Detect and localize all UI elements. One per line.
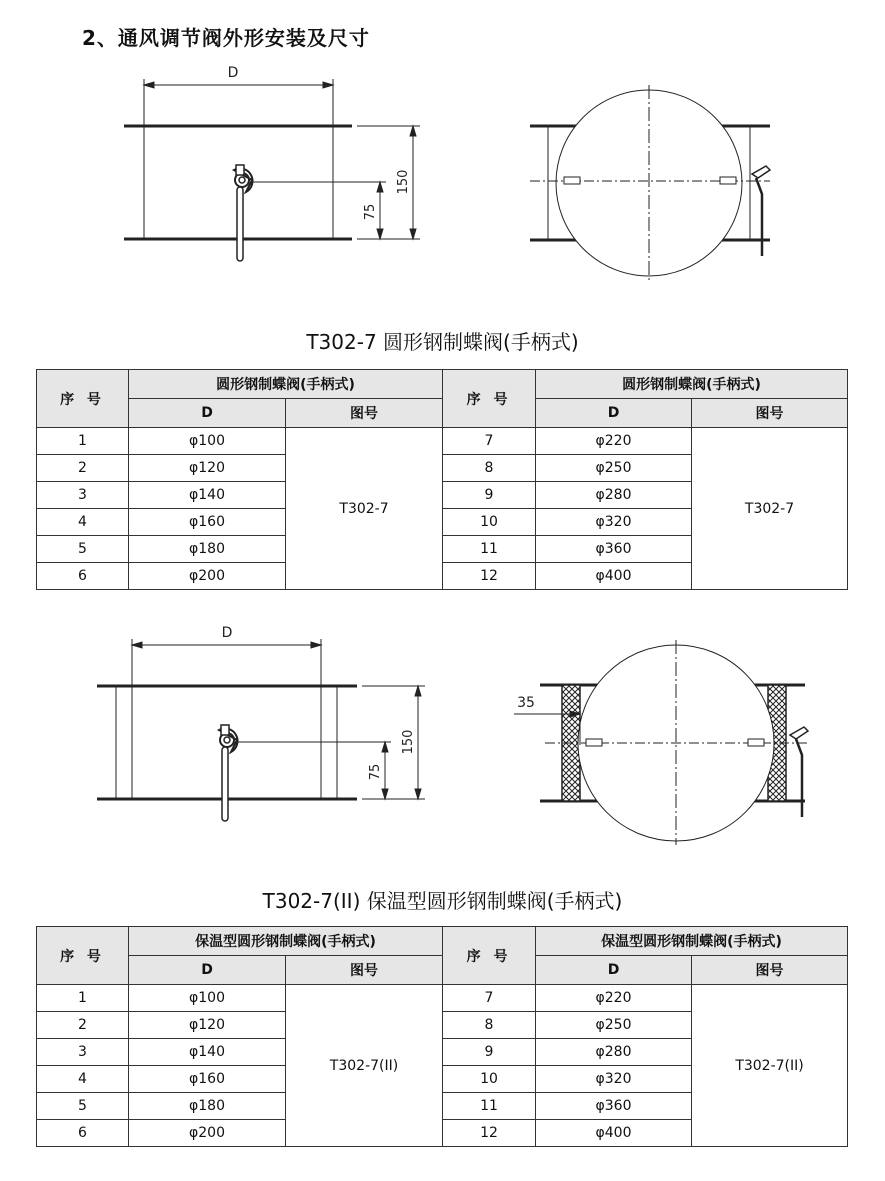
- col-d-header: D: [129, 956, 286, 985]
- row-d: φ320: [536, 509, 692, 536]
- col-fig-header: 图号: [286, 399, 443, 428]
- dim-35-label: 35: [517, 695, 535, 711]
- row-d: φ140: [129, 1039, 286, 1066]
- dim-150-label: 150: [401, 729, 416, 755]
- row-d: φ100: [129, 985, 286, 1012]
- dim-d-label: D: [221, 625, 233, 641]
- row-no: 10: [443, 509, 536, 536]
- group-header: 圆形钢制蝶阀(手柄式): [536, 370, 848, 399]
- row-d: φ120: [129, 455, 286, 482]
- group-header: 保温型圆形钢制蝶阀(手柄式): [536, 927, 848, 956]
- row-no: 4: [37, 509, 129, 536]
- row-no: 9: [443, 482, 536, 509]
- row-no: 6: [37, 1120, 129, 1147]
- damper-side-view-drawing: [110, 55, 440, 270]
- fig-no-cell: T302-7: [692, 428, 848, 590]
- dim-d-label: D: [227, 65, 239, 81]
- row-no: 3: [37, 1039, 129, 1066]
- col-serial-header: 序 号: [37, 370, 129, 428]
- row-d: φ320: [536, 1066, 692, 1093]
- col-fig-header: 图号: [692, 956, 848, 985]
- row-d: φ160: [129, 1066, 286, 1093]
- row-no: 7: [443, 985, 536, 1012]
- fig-no-cell: T302-7: [286, 428, 443, 590]
- row-no: 9: [443, 1039, 536, 1066]
- row-no: 10: [443, 1066, 536, 1093]
- row-no: 5: [37, 536, 129, 563]
- col-d-header: D: [129, 399, 286, 428]
- row-no: 1: [37, 428, 129, 455]
- col-serial-header: 序 号: [37, 927, 129, 985]
- table-row: [37, 428, 848, 455]
- row-d: φ360: [536, 536, 692, 563]
- col-d-header: D: [536, 956, 692, 985]
- row-d: φ220: [536, 985, 692, 1012]
- row-no: 2: [37, 455, 129, 482]
- section1-table: [36, 369, 848, 590]
- row-no: 6: [37, 563, 129, 590]
- group-header: 保温型圆形钢制蝶阀(手柄式): [129, 927, 443, 956]
- dim-75-label: 75: [368, 763, 383, 781]
- col-serial-header: 序 号: [443, 370, 536, 428]
- row-no: 1: [37, 985, 129, 1012]
- row-d: φ250: [536, 455, 692, 482]
- row-no: 11: [443, 1093, 536, 1120]
- row-no: 4: [37, 1066, 129, 1093]
- col-d-header: D: [536, 399, 692, 428]
- table-row: [37, 985, 848, 1012]
- row-d: φ400: [536, 563, 692, 590]
- row-no: 5: [37, 1093, 129, 1120]
- row-d: φ220: [536, 428, 692, 455]
- row-no: 3: [37, 482, 129, 509]
- row-d: φ120: [129, 1012, 286, 1039]
- group-header: 圆形钢制蝶阀(手柄式): [129, 370, 443, 399]
- row-no: 8: [443, 1012, 536, 1039]
- insulated-damper-front-view-drawing: [500, 635, 830, 845]
- row-no: 12: [443, 563, 536, 590]
- row-d: φ360: [536, 1093, 692, 1120]
- row-no: 7: [443, 428, 536, 455]
- col-fig-header: 图号: [692, 399, 848, 428]
- fig-no-cell: T302-7(II): [286, 985, 443, 1147]
- page-heading: 2、通风调节阀外形安装及尺寸: [82, 26, 370, 50]
- dim-150-label: 150: [396, 169, 411, 195]
- row-no: 2: [37, 1012, 129, 1039]
- section1-caption: T302-7 圆形钢制蝶阀(手柄式): [306, 330, 579, 354]
- row-d: φ140: [129, 482, 286, 509]
- row-no: 11: [443, 536, 536, 563]
- row-d: φ180: [129, 1093, 286, 1120]
- row-d: φ280: [536, 1039, 692, 1066]
- section2-caption: T302-7(II) 保温型圆形钢制蝶阀(手柄式): [262, 889, 623, 913]
- row-d: φ400: [536, 1120, 692, 1147]
- insulated-damper-side-view-drawing: [85, 615, 435, 830]
- row-no: 8: [443, 455, 536, 482]
- col-fig-header: 图号: [286, 956, 443, 985]
- dim-75-label: 75: [363, 203, 378, 221]
- row-d: φ180: [129, 536, 286, 563]
- fig-no-cell: T302-7(II): [692, 985, 848, 1147]
- row-d: φ200: [129, 1120, 286, 1147]
- row-d: φ160: [129, 509, 286, 536]
- row-no: 12: [443, 1120, 536, 1147]
- row-d: φ200: [129, 563, 286, 590]
- col-serial-header: 序 号: [443, 927, 536, 985]
- row-d: φ250: [536, 1012, 692, 1039]
- damper-front-view-drawing: [520, 80, 790, 280]
- section2-table: [36, 926, 848, 1147]
- row-d: φ100: [129, 428, 286, 455]
- row-d: φ280: [536, 482, 692, 509]
